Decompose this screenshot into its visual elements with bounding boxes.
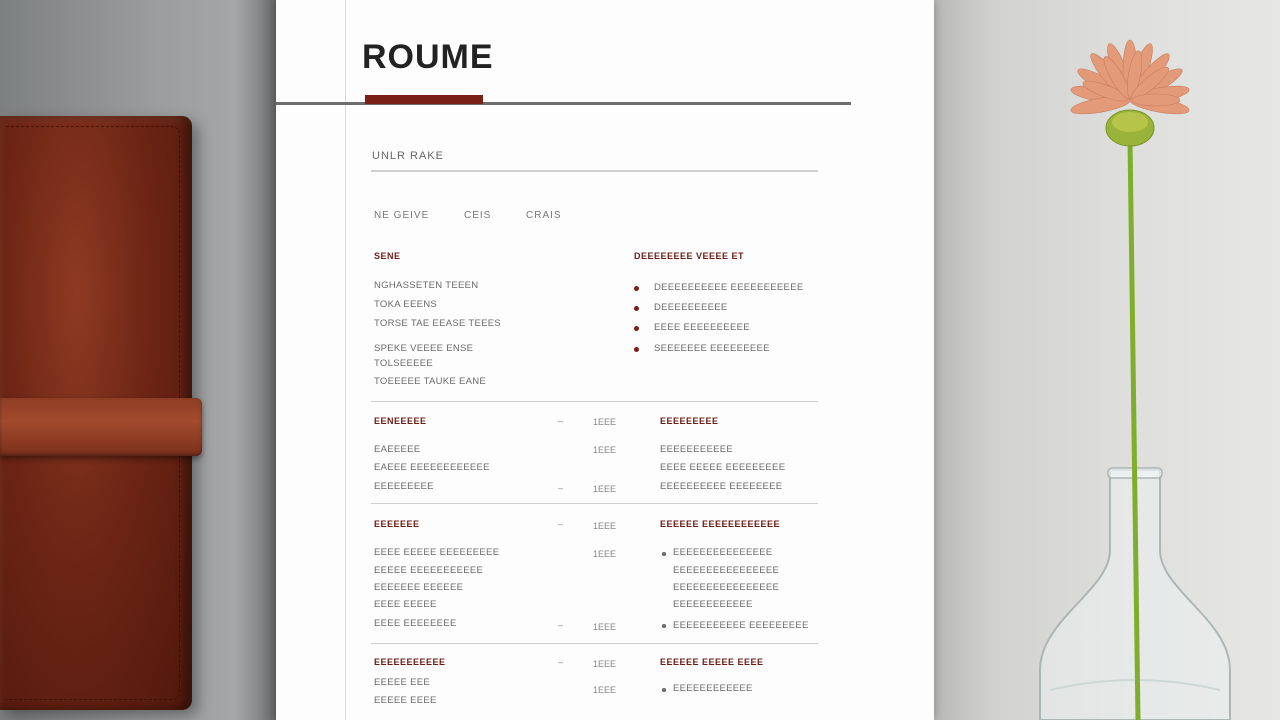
section-heading: EEEEEEEEE xyxy=(660,416,719,426)
section-heading: EEEEEE EEEEEEEEEEEE xyxy=(660,519,781,529)
date-label: 1EEE xyxy=(593,685,617,695)
entry-line: EEEE EEEEEEEE xyxy=(374,618,457,629)
contact-item: CEIS xyxy=(464,210,492,221)
section-heading: EEEEEEEEEEE xyxy=(374,657,446,667)
name-underline xyxy=(371,170,818,172)
entry-bullet: EEEEEEEEEEE EEEEEEEEE xyxy=(673,620,809,631)
date-label: 1EEE xyxy=(593,445,617,455)
paper-shadow xyxy=(235,0,280,720)
resume-name: UNLR RAKE xyxy=(372,150,444,162)
notebook-strap xyxy=(0,398,202,456)
entry-bullet: EEEEEEEEEEEE xyxy=(673,683,753,694)
flower-vase-group xyxy=(1020,30,1250,720)
section-divider xyxy=(371,643,818,644)
entry-line: EEEE EEEEE EEEEEEEEE xyxy=(660,462,786,473)
contact-item: NE GEIVE xyxy=(374,210,430,221)
title-accent-bar xyxy=(365,95,483,104)
date-label: 1EEE xyxy=(593,549,617,559)
summary-bullet: DEEEEEEEEEE EEEEEEEEEEE xyxy=(654,282,804,293)
bullet-icon xyxy=(662,688,666,692)
skill-line: NGHASSETEN TEEEN xyxy=(374,280,479,291)
resume-paper xyxy=(276,0,934,720)
entry-line: EEEE EEEEE xyxy=(374,599,437,610)
date-label: 1EEE xyxy=(593,484,617,494)
summary-bullet: EEEE EEEEEEEEEE xyxy=(654,322,750,333)
section-divider xyxy=(371,503,818,504)
entry-line: EEEEEEE EEEEEE xyxy=(374,582,464,593)
bullet-icon xyxy=(662,624,666,628)
summary-bullet: SEEEEEEE EEEEEEEEE xyxy=(654,343,770,354)
entry-line: EEEEEEEEEE EEEEEEEE xyxy=(660,481,783,492)
resume-title: ROUME xyxy=(362,38,494,76)
bullet-icon xyxy=(634,306,639,311)
date-dash: – xyxy=(558,620,564,630)
date-dash: – xyxy=(558,483,564,493)
gerbera-flower xyxy=(1070,40,1191,146)
skill-line: TOLSEEEEE xyxy=(374,358,434,369)
skill-line: TOEEEEE TAUKE EANE xyxy=(374,376,487,387)
section-heading: EENEEEEE xyxy=(374,416,427,426)
section-heading: SENE xyxy=(374,251,401,261)
date-dash: – xyxy=(558,416,564,426)
entry-line: EAEEE EEEEEEEEEEEE xyxy=(374,462,490,473)
entry-line: EEEEEEEEEEEE xyxy=(673,599,753,610)
contact-item: CRAIS xyxy=(526,210,562,221)
date-label: 1EEE xyxy=(593,622,617,632)
bullet-icon xyxy=(634,286,639,291)
entry-line: EEEEE EEE xyxy=(374,677,431,688)
summary-bullet: DEEEEEEEEEE xyxy=(654,302,728,313)
date-label: 1EEE xyxy=(593,521,617,531)
bullet-icon xyxy=(634,347,639,352)
date-dash: – xyxy=(558,519,564,529)
entry-line: EAEEEEE xyxy=(374,444,421,455)
section-heading: DEEEEEEEE VEEEE ET xyxy=(634,251,745,261)
entry-line: EEEEEEEEE xyxy=(374,481,434,492)
bullet-icon xyxy=(634,326,639,331)
section-divider xyxy=(371,401,818,402)
section-heading: EEEEEE EEEEE EEEE xyxy=(660,657,764,667)
entry-line: EEEEE EEEE xyxy=(374,695,437,706)
margin-rule xyxy=(345,0,346,720)
bullet-icon xyxy=(662,552,666,556)
skill-line: SPEKE VEEEE ENSE xyxy=(374,343,474,354)
skill-line: TORSE TAE EEASE TEEES xyxy=(374,318,502,329)
section-heading: EEEEEEE xyxy=(374,519,420,529)
date-label: 1EEE xyxy=(593,659,617,669)
entry-line: EEEEEEEEEEE xyxy=(660,444,734,455)
title-underline xyxy=(276,102,851,105)
entry-bullet: EEEEEEEEEEEEEEE xyxy=(673,547,773,558)
date-dash: – xyxy=(558,657,564,667)
entry-line: EEEE EEEEE EEEEEEEEE xyxy=(374,547,500,558)
skill-line: TOKA EEENS xyxy=(374,299,438,310)
entry-line: EEEEEEEEEEEEEEEE xyxy=(673,565,780,576)
entry-line: EEEEE EEEEEEEEEEE xyxy=(374,565,484,576)
entry-line: EEEEEEEEEEEEEEEE xyxy=(673,582,780,593)
date-label: 1EEE xyxy=(593,417,617,427)
